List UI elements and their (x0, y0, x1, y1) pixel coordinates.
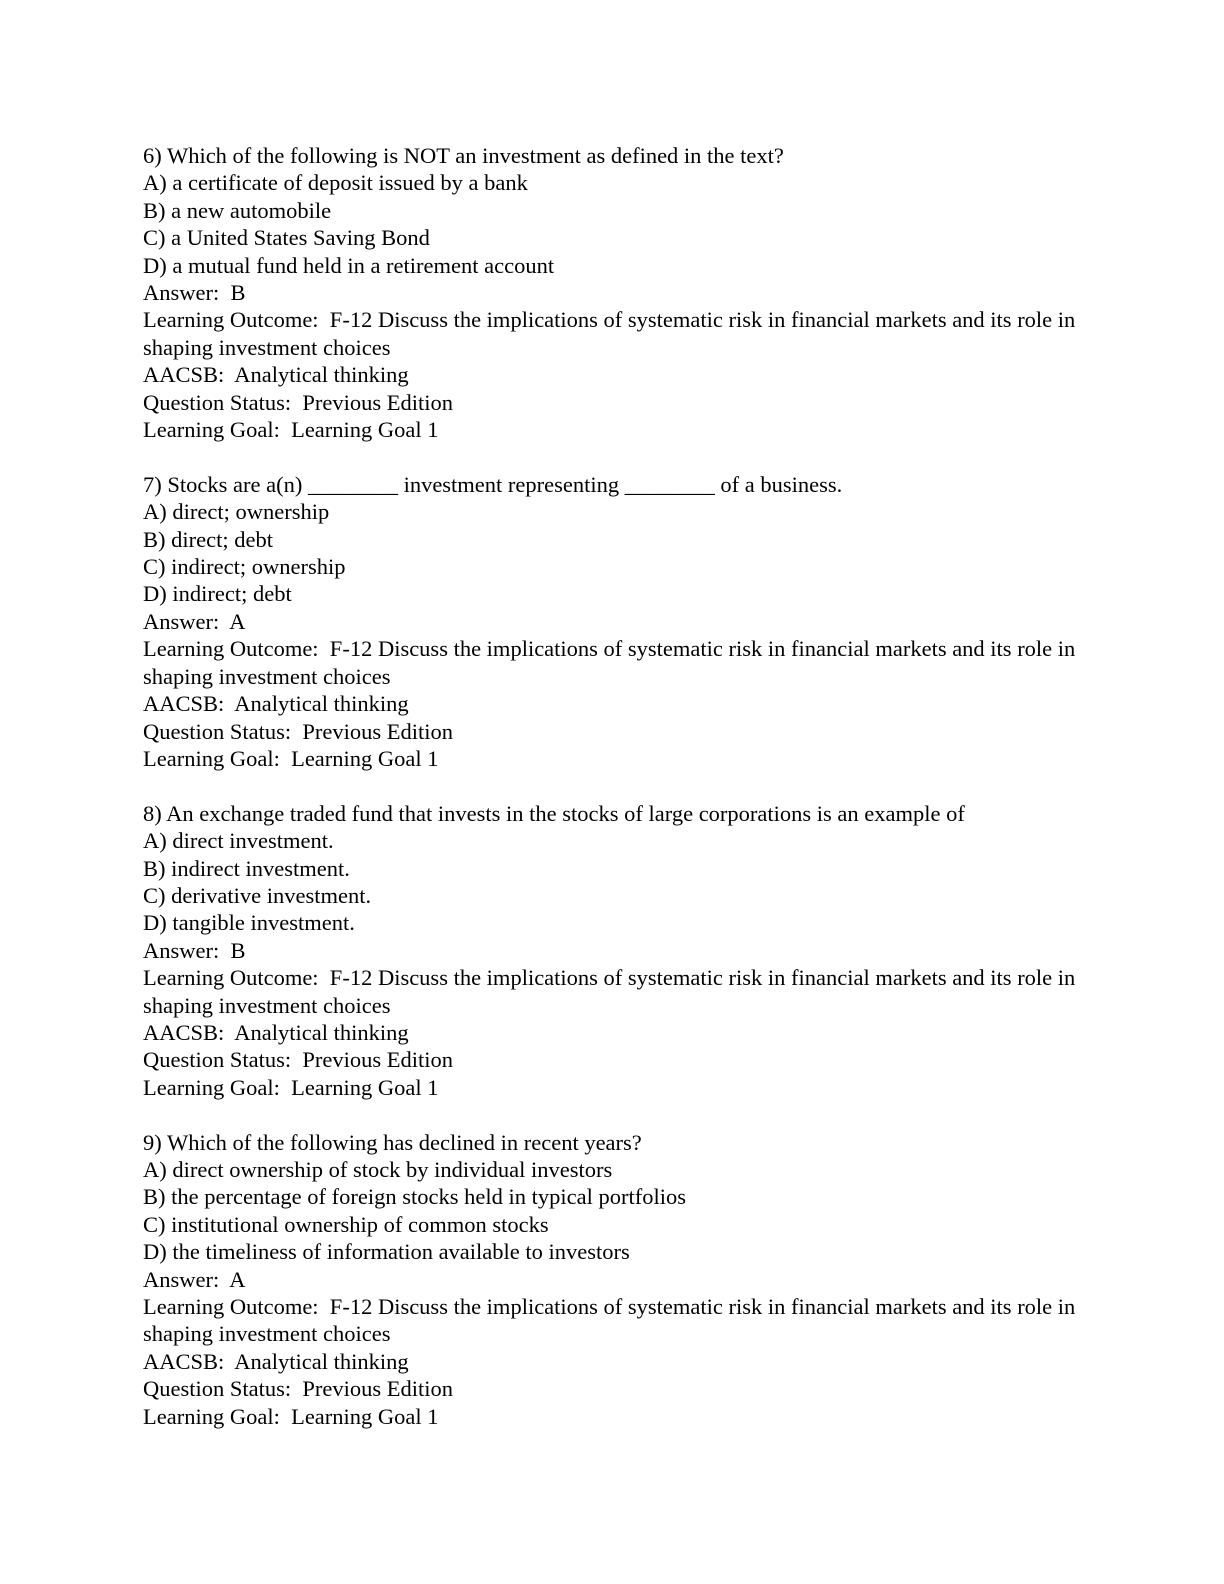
question-stem: 7) Stocks are a(n) ________ investment representing ________ of a business. (143, 471, 843, 497)
question-stem: 6) Which of the following is NOT an investment as defined in the text? (143, 143, 784, 168)
choice-b: B) a new automobile (143, 197, 332, 223)
choice-d: D) tangible investment. (143, 910, 355, 936)
answer: Answer: B (143, 937, 246, 963)
question-6 (143, 142, 1103, 443)
question-7 (143, 471, 1103, 772)
aacsb: AACSB: Analytical thinking (143, 1348, 409, 1374)
choice-c: C) indirect; ownership (143, 554, 346, 580)
choice-b: B) direct; debt (143, 526, 273, 552)
choice-a: A) a certificate of deposit issued by a bank (143, 170, 528, 196)
learning-outcome: Learning Outcome: F-12 Discuss the implications of systematic risk in financial markets and its role in shaping investment choices (143, 1294, 1081, 1347)
choice-c: C) institutional ownership of common stocks (143, 1211, 549, 1237)
choice-d: D) indirect; debt (143, 581, 292, 607)
aacsb: AACSB: Analytical thinking (143, 691, 409, 717)
choice-d: D) the timeliness of information available to investors (143, 1239, 630, 1265)
choice-b: B) the percentage of foreign stocks held in typical portfolios (143, 1184, 686, 1210)
learning-outcome: Learning Outcome: F-12 Discuss the implications of systematic risk in financial markets and its role in shaping investment choices (143, 965, 1081, 1018)
choice-b: B) indirect investment. (143, 855, 350, 881)
question-status: Question Status: Previous Edition (143, 1047, 454, 1073)
learning-goal: Learning Goal: Learning Goal 1 (143, 745, 439, 771)
answer: Answer: A (143, 608, 246, 634)
document-page (143, 142, 1103, 1430)
aacsb: AACSB: Analytical thinking (143, 1019, 409, 1045)
question-stem: 8) An exchange traded fund that invests in the stocks of large corporations is an example of (143, 800, 965, 826)
question-status: Question Status: Previous Edition (143, 1376, 454, 1402)
aacsb: AACSB: Analytical thinking (143, 362, 409, 388)
question-9 (143, 1129, 1103, 1430)
choice-c: C) a United States Saving Bond (143, 225, 430, 251)
choice-c: C) derivative investment. (143, 882, 372, 908)
question-status: Question Status: Previous Edition (143, 389, 454, 415)
question-stem: 9) Which of the following has declined in recent years? (143, 1129, 642, 1155)
answer: Answer: A (143, 1266, 246, 1292)
answer: Answer: B (143, 280, 246, 306)
learning-goal: Learning Goal: Learning Goal 1 (143, 1403, 439, 1429)
learning-outcome: Learning Outcome: F-12 Discuss the implications of systematic risk in financial markets and its role in shaping investment choices (143, 636, 1081, 689)
choice-a: A) direct investment. (143, 828, 334, 854)
learning-outcome: Learning Outcome: F-12 Discuss the implications of systematic risk in financial markets and its role in shaping investment choices (143, 307, 1081, 360)
learning-goal: Learning Goal: Learning Goal 1 (143, 1074, 439, 1100)
question-status: Question Status: Previous Edition (143, 718, 454, 744)
question-8 (143, 800, 1103, 1101)
choice-a: A) direct; ownership (143, 499, 330, 525)
learning-goal: Learning Goal: Learning Goal 1 (143, 417, 439, 443)
choice-d: D) a mutual fund held in a retirement account (143, 252, 555, 278)
choice-a: A) direct ownership of stock by individual investors (143, 1156, 613, 1182)
